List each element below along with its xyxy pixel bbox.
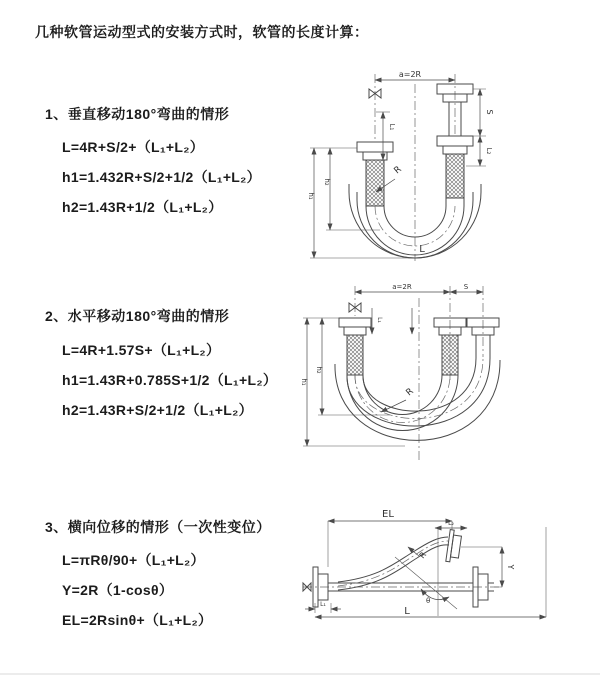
section-1-formulas (62, 132, 261, 222)
diagram-horizontal-180-bend (295, 282, 595, 467)
diagram-lateral-displacement (295, 497, 600, 657)
dim-label-h2: h₂ (315, 366, 323, 374)
dim-label-h1: h₁ (307, 192, 315, 200)
dim-label-y: Y (506, 564, 515, 570)
construction-lines (395, 527, 546, 617)
braided-hose (347, 335, 363, 375)
section-3-formulas (62, 545, 212, 635)
formula-line: h2=1.43R+1/2（L₁+L₂） (62, 199, 223, 215)
braided-hose (442, 335, 458, 375)
dim-label-h2: h₂ (323, 178, 331, 186)
diagram-vertical-180-bend (300, 70, 595, 265)
dim-label-a2r: a=2R (392, 283, 412, 291)
section-2-heading: 2、水平移动180°弯曲的情形 (45, 308, 230, 324)
dim-label-r: R (417, 550, 429, 561)
formula-line: Y=2R（1-cosθ） (62, 582, 174, 598)
upper-flange (446, 530, 462, 563)
dim-label-l2: L₂ (448, 520, 454, 527)
dim-label-r: R (392, 164, 404, 177)
braided-hose (366, 160, 384, 206)
dim-label-theta: θ (426, 597, 431, 605)
dim-label-l1: L₁ (376, 317, 383, 323)
formula-line: L=4R+1.57S+（L₁+L₂） (62, 342, 221, 358)
section-2-formulas (62, 335, 277, 425)
dim-label-l: L (419, 244, 425, 255)
section-1-heading: 1、垂直移动180°弯曲的情形 (45, 106, 230, 122)
formula-line: h1=1.432R+S/2+1/2（L₁+L₂） (62, 169, 261, 185)
middle-pipe-flange (434, 318, 466, 375)
right-pipe-flange (437, 84, 473, 206)
left-pipe-flange (357, 142, 393, 206)
left-pipe-flange (339, 318, 371, 375)
dim-label-l2: L₂ (485, 147, 493, 155)
dim-label-a2r: a=2R (398, 70, 422, 79)
formula-line: h2=1.43R+S/2+1/2（L₁+L₂） (62, 402, 253, 418)
section-3-heading: 3、横向位移的情形（一次性变位） (45, 519, 271, 535)
formula-line: L=πRθ/90+（L₁+L₂） (62, 552, 205, 568)
displaced-hose-curve (338, 537, 449, 590)
dim-label-el: EL (382, 509, 394, 520)
formula-line: EL=2Rsinθ+（L₁+L₂） (62, 612, 213, 628)
formula-line: h1=1.43R+0.785S+1/2（L₁+L₂） (62, 372, 278, 388)
dim-label-r: R (404, 386, 416, 399)
dimensions (307, 70, 494, 258)
centerlines (355, 286, 483, 462)
dim-label-h1: h₁ (300, 378, 308, 386)
dimensions (305, 509, 546, 617)
dim-label-l1: L₁ (320, 601, 326, 608)
dim-label-l1: L₁ (388, 123, 396, 131)
dim-label-l: L (404, 606, 410, 617)
formula-line: L=4R+S/2+（L₁+L₂） (62, 139, 205, 155)
page-title: 几种软管运动型式的安装方式时，软管的长度计算： (35, 24, 369, 40)
dim-label-s: S (463, 283, 469, 291)
dim-label-s: S (485, 109, 494, 115)
braided-hose (446, 154, 464, 198)
